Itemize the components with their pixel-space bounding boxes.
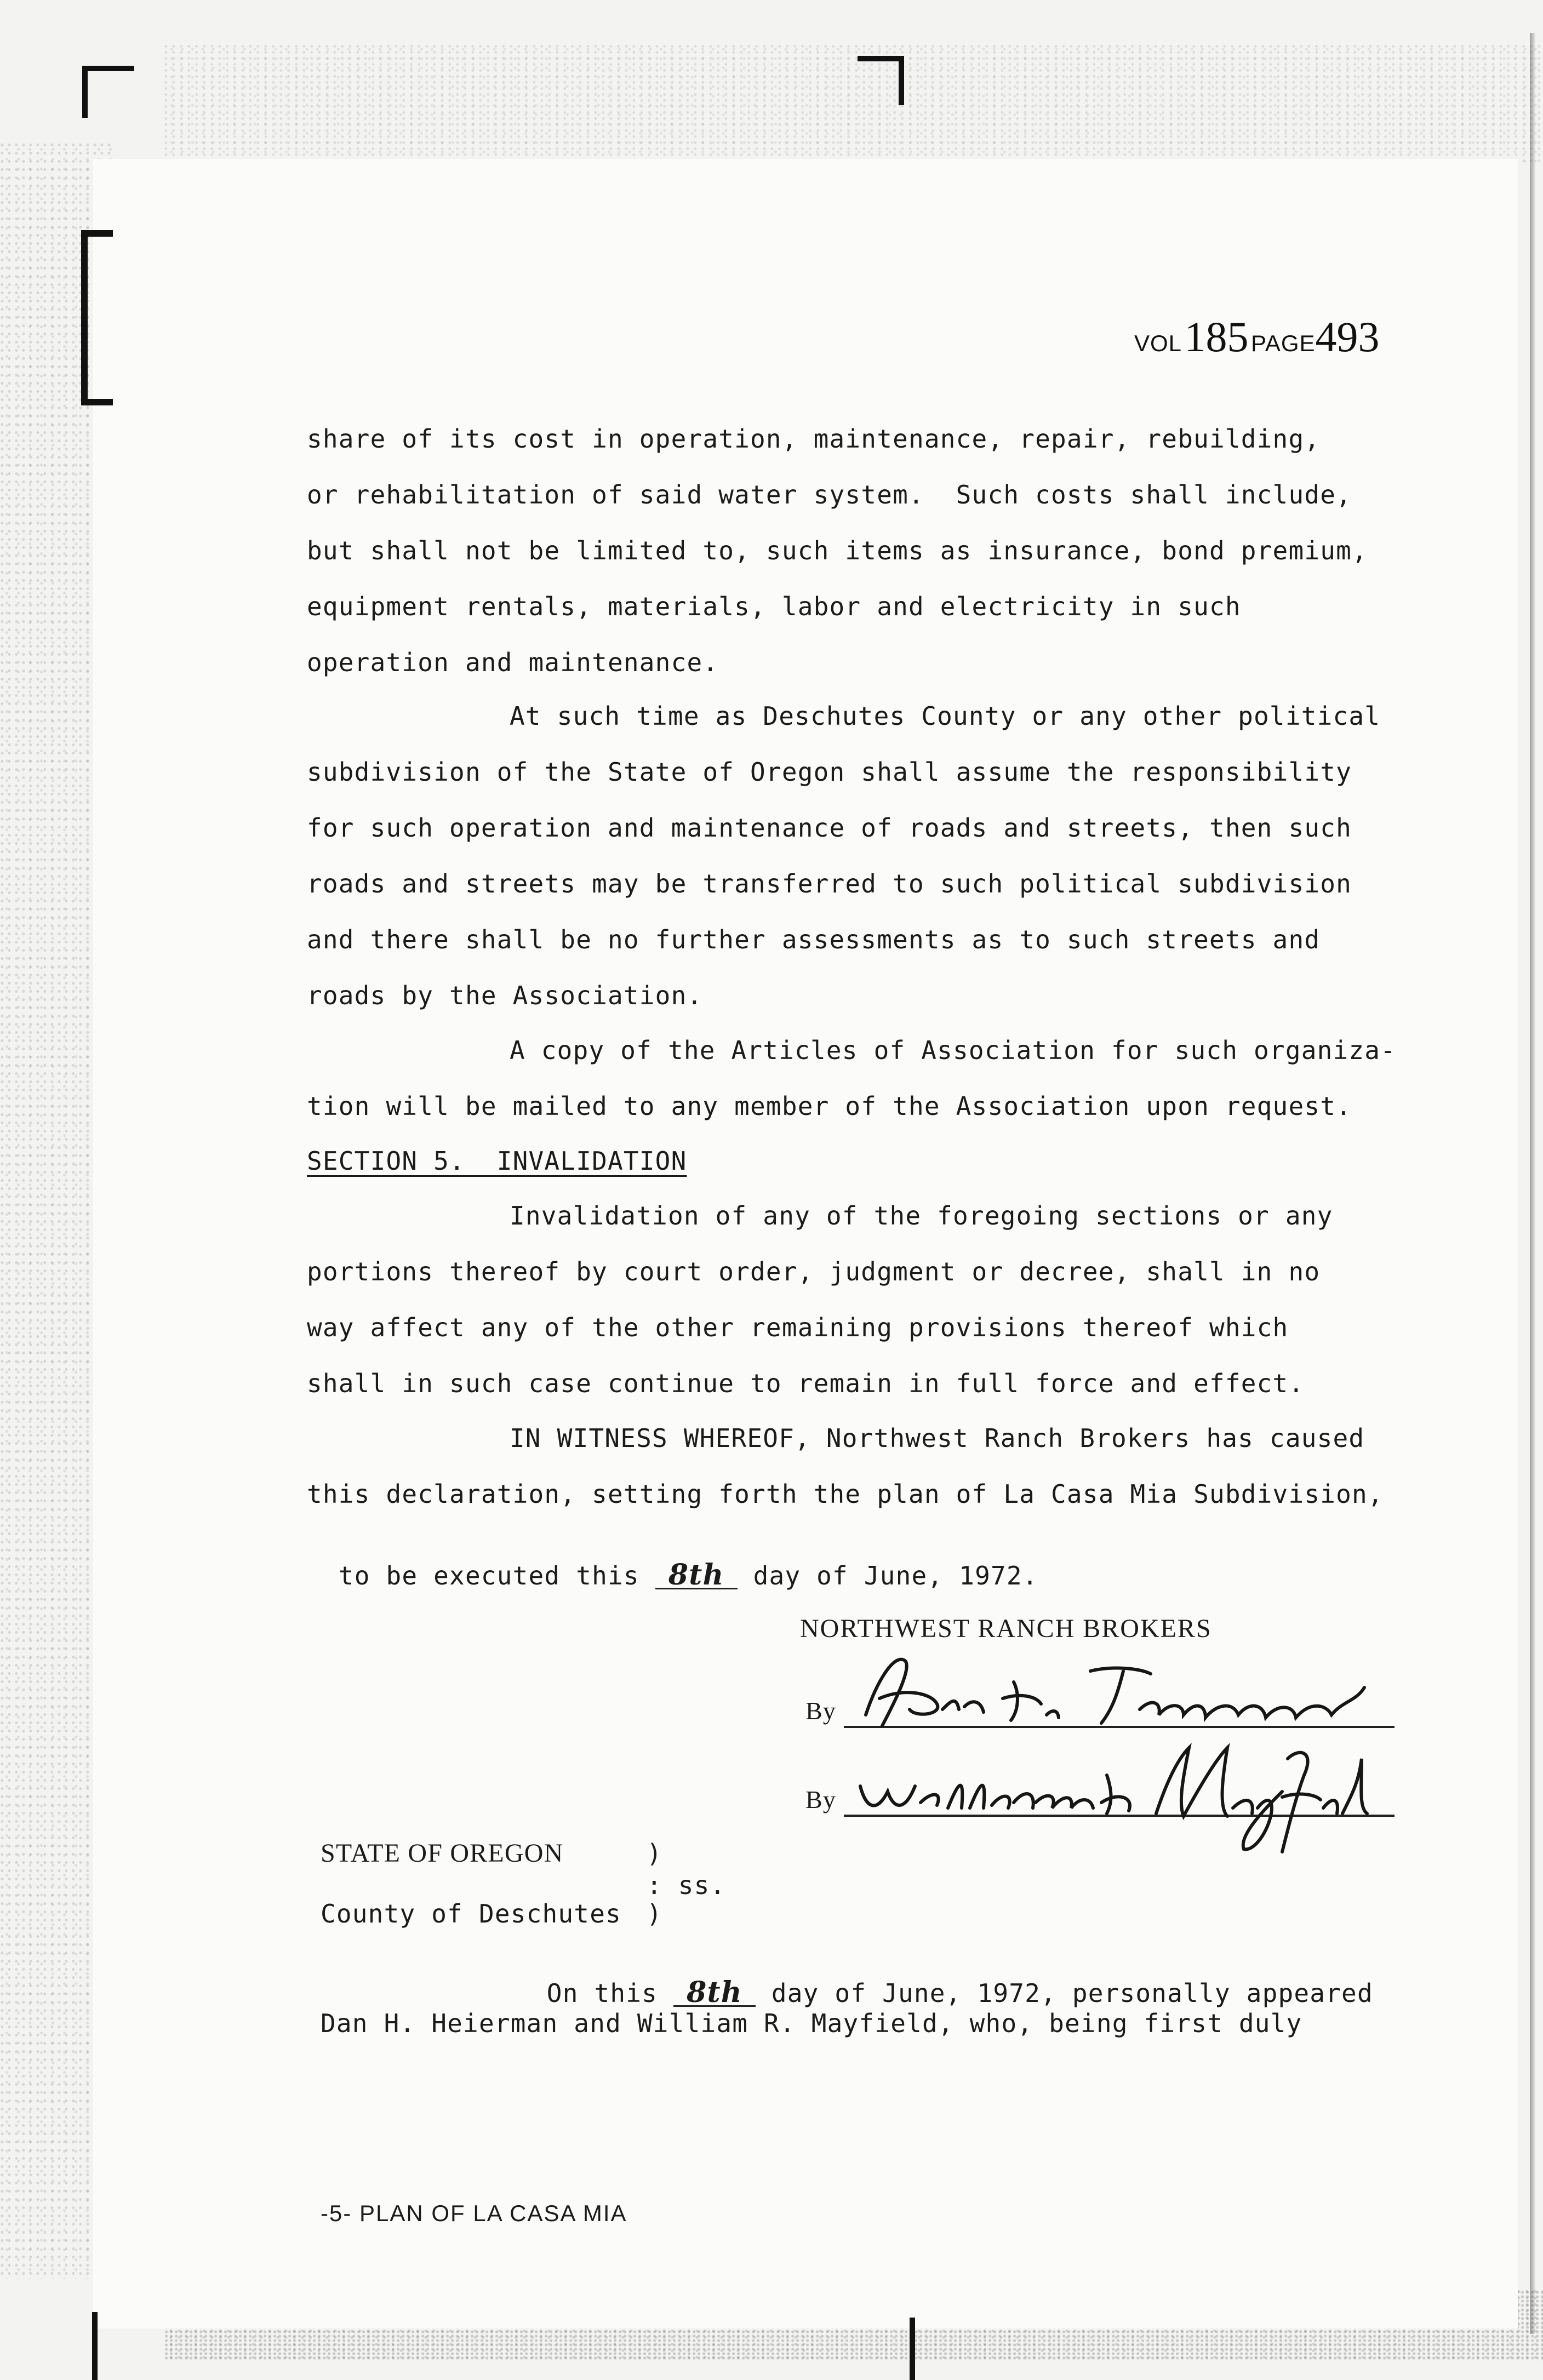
bracket-mark-left: [81, 399, 113, 405]
page-footer: -5- PLAN OF LA CASA MIA: [321, 2200, 627, 2226]
section-heading: SECTION 5. INVALIDATION: [307, 1146, 687, 1176]
executed-text-after: day of June, 1972.: [737, 1561, 1038, 1591]
signature-dan-heierman: [855, 1649, 1381, 1731]
section-line: way affect any of the other remaining provisions thereof which: [307, 1313, 1289, 1342]
acknowledgment-line: Dan H. Heierman and William R. Mayfield, who, being first duly: [321, 2009, 1302, 2038]
ack-text-after: day of June, 1972, personally appeared: [755, 1978, 1373, 2008]
venue-ss: : ss.: [647, 1870, 726, 1900]
signature-william-mayfield: [849, 1726, 1386, 1857]
vol-label: VOL: [1134, 330, 1182, 356]
venue-state: STATE OF OREGON: [321, 1839, 564, 1868]
venue-paren: ): [647, 1899, 662, 1929]
body-line: but shall not be limited to, such items as insurance, bond premium,: [307, 536, 1368, 565]
section-line: this declaration, setting forth the plan of La Casa Mia Subdivision,: [307, 1479, 1384, 1509]
ack-text-before: On this: [546, 1978, 673, 2008]
crop-mark-top-center: [899, 56, 904, 105]
body-line: tion will be mailed to any member of the Association upon request.: [307, 1091, 1352, 1121]
ack-day-handwritten: 8th: [673, 1980, 756, 2007]
crop-mark-bottom-center: [910, 2318, 915, 2380]
by-label: By: [805, 1697, 837, 1725]
scan-noise-top: [164, 44, 1543, 164]
body-line: equipment rentals, materials, labor and electricity in such: [307, 592, 1241, 621]
body-line: roads and streets may be transferred to such political subdivision: [307, 869, 1352, 899]
executed-line: [307, 1537, 1038, 1592]
crop-mark-top-left: [82, 66, 88, 118]
vol-number: 185: [1184, 313, 1249, 361]
body-line: share of its cost in operation, maintenance, repair, rebuilding,: [307, 424, 1321, 454]
crop-mark-bottom-left: [92, 2312, 98, 2380]
executed-day-handwritten: 8th: [655, 1563, 738, 1589]
executed-text-before: to be executed this: [338, 1561, 655, 1591]
body-line: At such time as Deschutes County or any other political: [510, 701, 1381, 731]
scan-edge-right: [1530, 33, 1535, 2334]
section-line: shall in such case continue to remain in full force and effect.: [307, 1369, 1305, 1398]
body-line: subdivision of the State of Oregon shall assume the responsibility: [307, 757, 1352, 787]
body-line: operation and maintenance.: [307, 648, 719, 677]
bracket-mark-left: [81, 230, 88, 405]
by-label: By: [805, 1786, 837, 1813]
crop-mark-top-center: [858, 56, 904, 61]
venue-paren: ): [647, 1839, 662, 1868]
section-line: Invalidation of any of the foregoing sections or any: [510, 1201, 1333, 1231]
page-label: PAGE: [1250, 330, 1316, 356]
body-line: and there shall be no further assessments as to such streets and: [307, 925, 1321, 954]
company-name: NORTHWEST RANCH BROKERS: [800, 1614, 1212, 1643]
volume-page-stamp: [1134, 312, 1380, 362]
acknowledgment-line: [515, 1955, 1373, 2007]
section-line: portions thereof by court order, judgment or decree, shall in no: [307, 1257, 1321, 1286]
body-line: A copy of the Articles of Association for such organiza-: [510, 1035, 1397, 1065]
body-line: or rehabilitation of said water system. Such costs shall include,: [307, 480, 1352, 510]
section-line: IN WITNESS WHEREOF, Northwest Ranch Brokers has caused: [510, 1423, 1365, 1453]
body-line: for such operation and maintenance of roads and streets, then such: [307, 813, 1352, 843]
bracket-mark-left: [81, 230, 113, 237]
crop-mark-top-left: [82, 66, 134, 71]
page-number: 493: [1315, 313, 1380, 361]
body-line: roads by the Association.: [307, 981, 703, 1010]
venue-county: County of Deschutes: [321, 1899, 621, 1929]
